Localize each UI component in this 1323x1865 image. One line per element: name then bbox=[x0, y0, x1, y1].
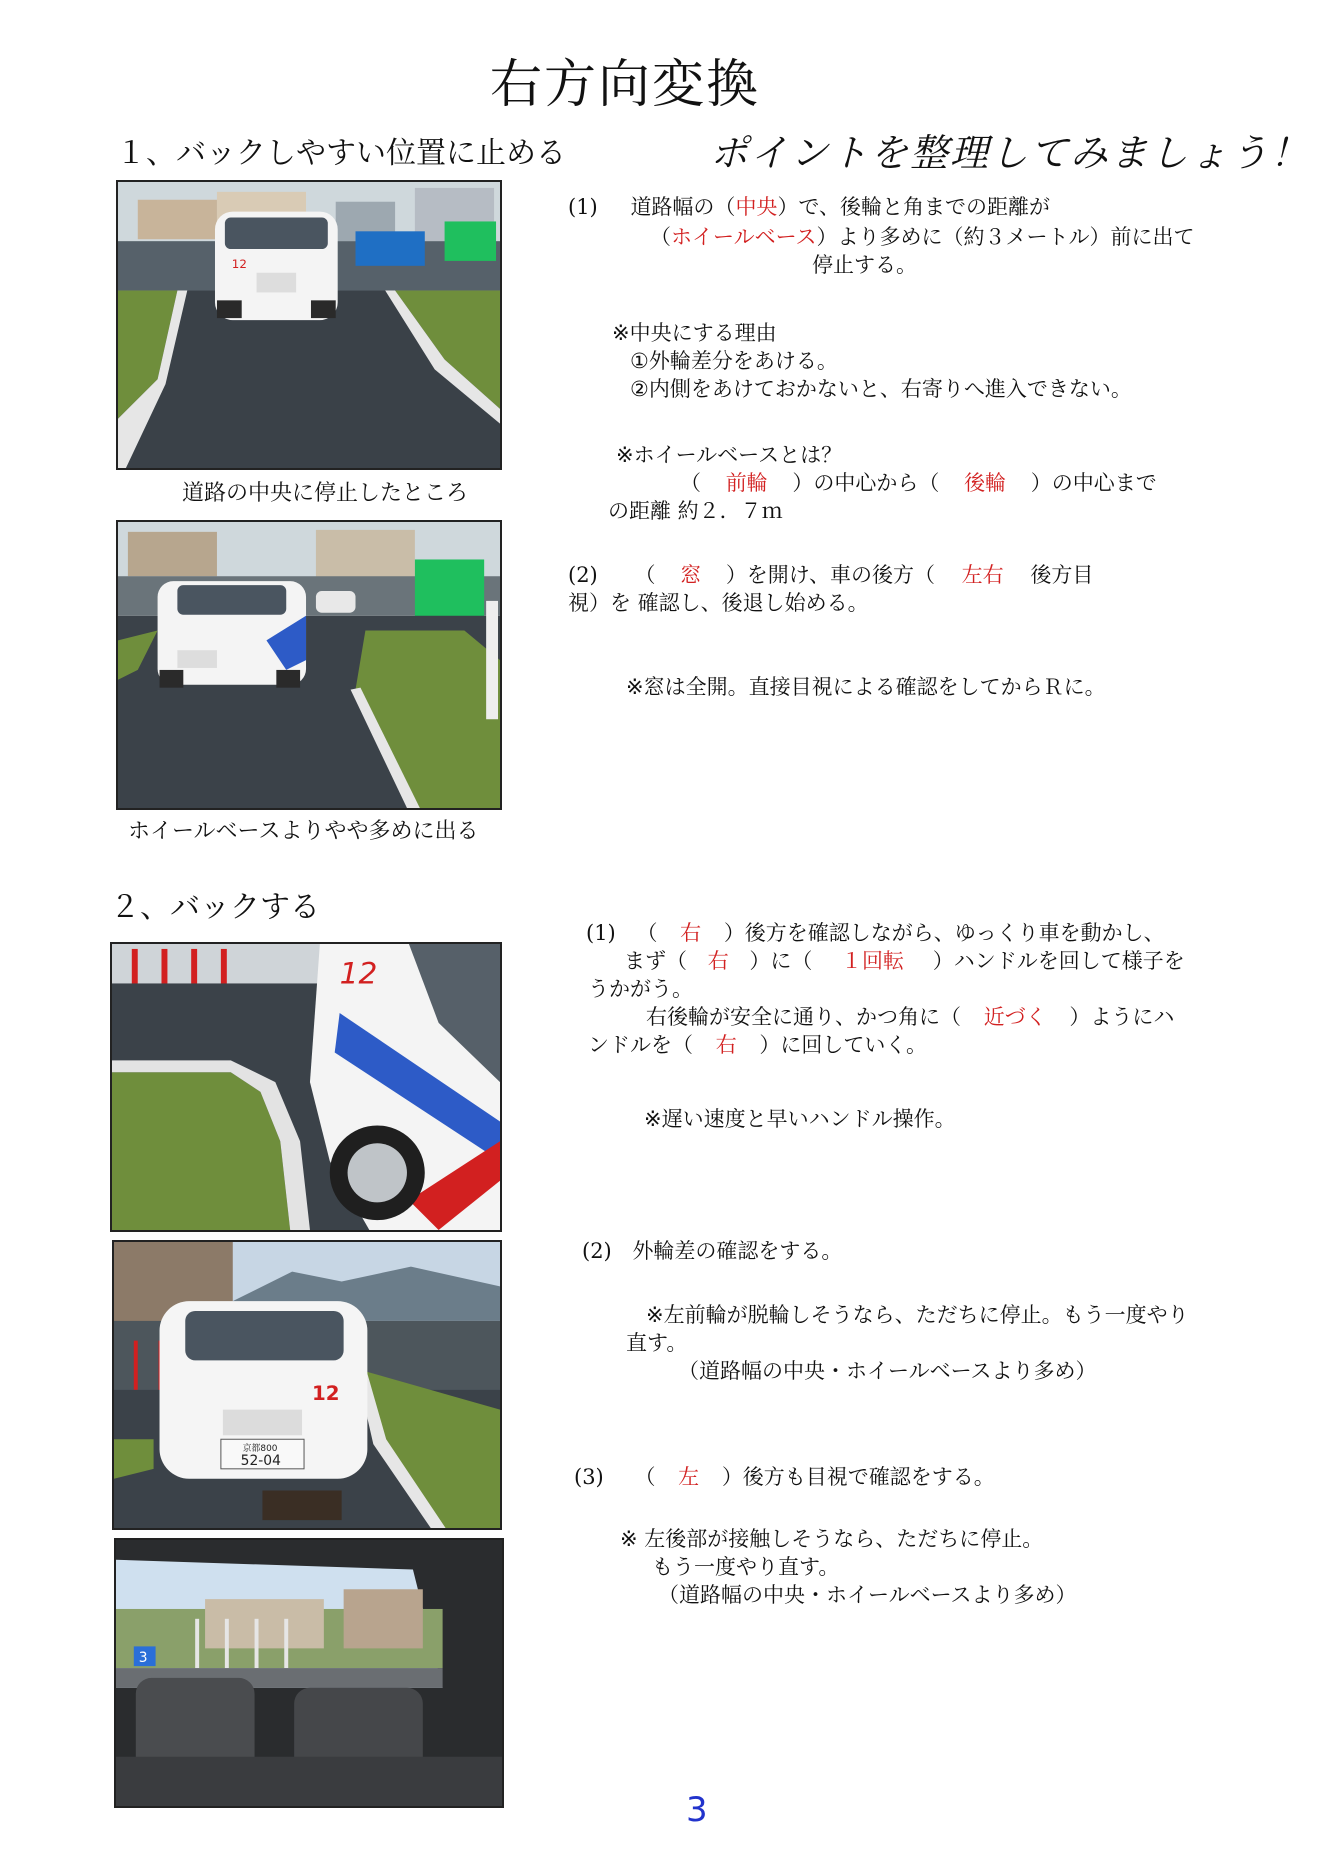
s2-item1-line2: まず（ 右 ）に（ １回転 ）ハンドルを回して様子を bbox=[624, 949, 1185, 973]
answer-right-1: 右 bbox=[680, 921, 702, 945]
answer-rear-wheel: 後輪 bbox=[964, 471, 1007, 495]
plate-number: 52-04 bbox=[240, 1452, 281, 1469]
s1-item2-line1: (2) （ 窓 ）を開け、車の後方（ 左右 後方目 bbox=[568, 563, 1094, 587]
s2-item3-note2: もう一度やり直す。 bbox=[652, 1555, 840, 1579]
lot-sign-number: 3 bbox=[138, 1650, 148, 1667]
subtitle: ポイントを整理してみましょう！ bbox=[710, 131, 1311, 175]
caption-forward: ホイールベースよりやや多めに出る bbox=[128, 819, 479, 844]
s1-item1-line3: 停止する。 bbox=[812, 253, 917, 277]
answer-left-right: 左右 bbox=[961, 563, 1004, 587]
answer-one-turn: １回転 bbox=[841, 949, 905, 973]
s2-item2-line1: (2) 外輪差の確認をする。 bbox=[582, 1239, 843, 1263]
s1-item2-num: (2) bbox=[568, 563, 598, 587]
car-number-front: 12 bbox=[311, 1381, 340, 1405]
s2-item2-note3: （道路幅の中央・ホイールベースより多め） bbox=[678, 1359, 1097, 1383]
s2-item1-line3: うかがう。 bbox=[588, 977, 693, 1001]
s2-note1: ※遅い速度と早いハンドル操作。 bbox=[644, 1107, 956, 1131]
answer-window: 窓 bbox=[680, 563, 702, 587]
s1-note3: ※窓は全開。直接目視による確認をしてからＲに。 bbox=[626, 675, 1106, 699]
s1-item2-line2: 視）を 確認し、後退し始める。 bbox=[568, 591, 869, 615]
s1-note1-reason1: ①外輪差分をあける。 bbox=[630, 349, 838, 373]
s2-item2-note2: 直す。 bbox=[626, 1331, 688, 1355]
answer-right-2: 右 bbox=[707, 949, 729, 973]
photo-rear-wheel-closeup bbox=[110, 942, 502, 1232]
s1-note2-head: ※ホイールベースとは？ bbox=[616, 443, 843, 467]
photo-interior-rear-view bbox=[114, 1538, 504, 1808]
s2-item2-note1: ※左前輪が脱輪しそうなら、ただちに停止。もう一度やり bbox=[646, 1303, 1189, 1327]
page-title: 右方向変換 bbox=[489, 55, 760, 115]
section1-heading: １、バックしやすい位置に止める bbox=[116, 136, 566, 171]
answer-front-wheel: 前輪 bbox=[725, 471, 768, 495]
car-number-side: 12 bbox=[339, 955, 378, 991]
s2-item1-line1: (1) （ 右 ）後方を確認しながら、ゆっくり車を動かし、 bbox=[586, 921, 1165, 945]
s1-note2-line2: の距離 約２．７ｍ bbox=[608, 499, 783, 523]
photo-car-front-view bbox=[112, 1240, 502, 1530]
s2-item3-note1: ※ 左後部が接触しそうなら、ただちに停止。 bbox=[620, 1527, 1044, 1551]
caption-center-stop: 道路の中央に停止したところ bbox=[182, 481, 469, 506]
s1-item1-line1: (1) 道路幅の（中央）で、後輪と角までの距離が bbox=[568, 195, 1051, 219]
photo-car-forward bbox=[116, 520, 502, 810]
s2-item3-num: (3) bbox=[574, 1465, 604, 1489]
s1-note2-line1: （ 前輪 ）の中心から（ 後輪 ）の中心まで bbox=[680, 471, 1157, 495]
s2-item1-line5: ンドルを（ 右 ）に回していく。 bbox=[588, 1033, 927, 1057]
s2-item1-line4: 右後輪が安全に通り、かつ角に（ 近づく ）ようにハ bbox=[646, 1005, 1175, 1029]
car-number-label: 12 bbox=[231, 256, 247, 271]
s1-note1-reason2: ②内側をあけておかないと、右寄りへ進入できない。 bbox=[630, 377, 1132, 401]
plate-region: 京都800 bbox=[242, 1444, 278, 1455]
answer-right-3: 右 bbox=[715, 1033, 737, 1057]
s1-item1-line2: （ホイールベース）より多めに（約３メートル）前に出て bbox=[650, 225, 1195, 249]
s2-item3-line1: (3) （ 左 ）後方も目視で確認をする。 bbox=[574, 1465, 995, 1489]
answer-center: 中央 bbox=[735, 195, 778, 219]
answer-approach: 近づく bbox=[983, 1005, 1047, 1029]
section2-heading: ２、バックする bbox=[110, 890, 320, 925]
answer-wheelbase: ホイールベース bbox=[671, 225, 817, 249]
s1-item1-num: (1) bbox=[568, 195, 598, 219]
page-number: 3 bbox=[686, 1790, 708, 1830]
s2-item3-note3: （道路幅の中央・ホイールベースより多め） bbox=[658, 1583, 1077, 1607]
photo-car-center-stop bbox=[116, 180, 502, 470]
s2-item1-num: (1) bbox=[586, 921, 616, 945]
s2-item2-num: (2) bbox=[582, 1239, 612, 1263]
s1-note1-head: ※中央にする理由 bbox=[612, 321, 777, 345]
answer-left: 左 bbox=[678, 1465, 700, 1489]
